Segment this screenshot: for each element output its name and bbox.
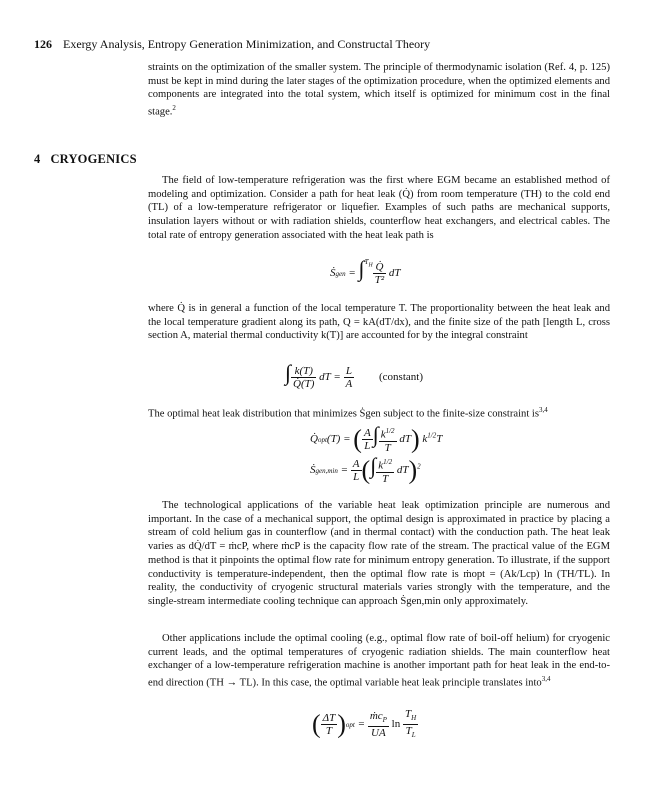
paragraph-1: The field of low-temperature refrigeration was the first where EGM became an established method of modeling and optimization. Consider a path for heat leak (Q̇) from room temperature (TH) to the cold end (TL) of a low-temperature refrigerator or liquefier. Examples of such paths are mechanical supports, insulation layers without or with radiation shields, counterflow heat exchangers, and electrical cables. The total rate of entropy generation associated with the heat leak path is [148, 175, 610, 241]
equation-sgenmin: Ṡgen,min = $\frac{A}{L}$ (∫ $\frac{k^{1/2}}{T}$ dT)$^2$ [310, 453, 421, 485]
equation-qopt: Q̇opt(T) = ( $\frac{A}{L}$ ∫ $\frac{k^{1/2}}{T}$ dT) $k^{1/2}T$ [310, 422, 443, 454]
paragraph-5: Other applications include the optimal cooling (e.g., optimal flow rate of boil-off helium) for cryogenic current leads, and the optimal temperatures of cryogenic radiation shields. The main counterflow heat exchanger of a low-temperature refrigeration machine is another important path for heat leak in the end-to-end direction (TH → TL). In this case, the optimal variable heat leak principle translates into$^{3,4}$ [148, 633, 610, 689]
paragraph-top: straints on the optimization of the smaller system. The principle of thermodynamic isolation (Ref. 4, p. 125) must be kept in mind during the later stages of the optimization procedure, when the optimized elements and components are integrated into the total system, which itself is optimized for minimum cost in the final stage.$^2$ [148, 62, 610, 118]
equation-heat-exchanger: ( $\frac{\Delta T}{T}$ )opt = $\frac{ṁc_P}{UA}$ ln $\frac{T_H}{T_L}$ [312, 708, 417, 740]
equation-constraint: ∫ $\frac{k(T)}{Q̇(T)}$ dT = $\frac{L}{A}$ (constant) [285, 360, 423, 390]
equation-sgen: Ṡgen = ∫$^{T_H}$ $\frac{Q̇}{\text{T²}}$ dT [330, 256, 401, 286]
page-number: 126 [34, 37, 52, 51]
paragraph-2: where Q̇ is in general a function of the local temperature T. The proportionality between the heat leak and the local temperature gradient along its path, Q = kA(dT/dx), and the finite size of the path [length L, cross section A, material thermal conductivity k(T)] are accounted for by the integral constraint [148, 303, 610, 342]
running-title: Exergy Analysis, Entropy Generation Minimization, and Constructal Theory [63, 37, 431, 51]
section-heading: 4 CRYOGENICS [34, 152, 137, 166]
paragraph-4: The technological applications of the variable heat leak optimization principle are numerous and important. In the case of a mechanical support, the optimal design is approximated in practice by placing a stream of cold helium gas in counterflow (and in thermal contact) with the conduction path. The heat leak varies as dQ̇/dT = ṁcP, where ṁcP is the capacity flow rate of the stream. The practical value of the EGM method is that it pinpoints the optimal flow rate for minimum entropy generation. To illustrate, if the support conductivity is temperature-independent, then the optimal flow rate is ṁopt = (Ak/Lcp) ln (TH/TL). In reality, the conductivity of cryogenic structural materials varies strongly with the temperature, and the single-stream intermediate cooling technique can approach Ṡgen,min only approximately. [148, 500, 610, 607]
running-header [34, 37, 430, 52]
paragraph-3: The optimal heat leak distribution that minimizes Ṡgen subject to the finite-size constraint is$^{3,4}$ [148, 406, 548, 420]
